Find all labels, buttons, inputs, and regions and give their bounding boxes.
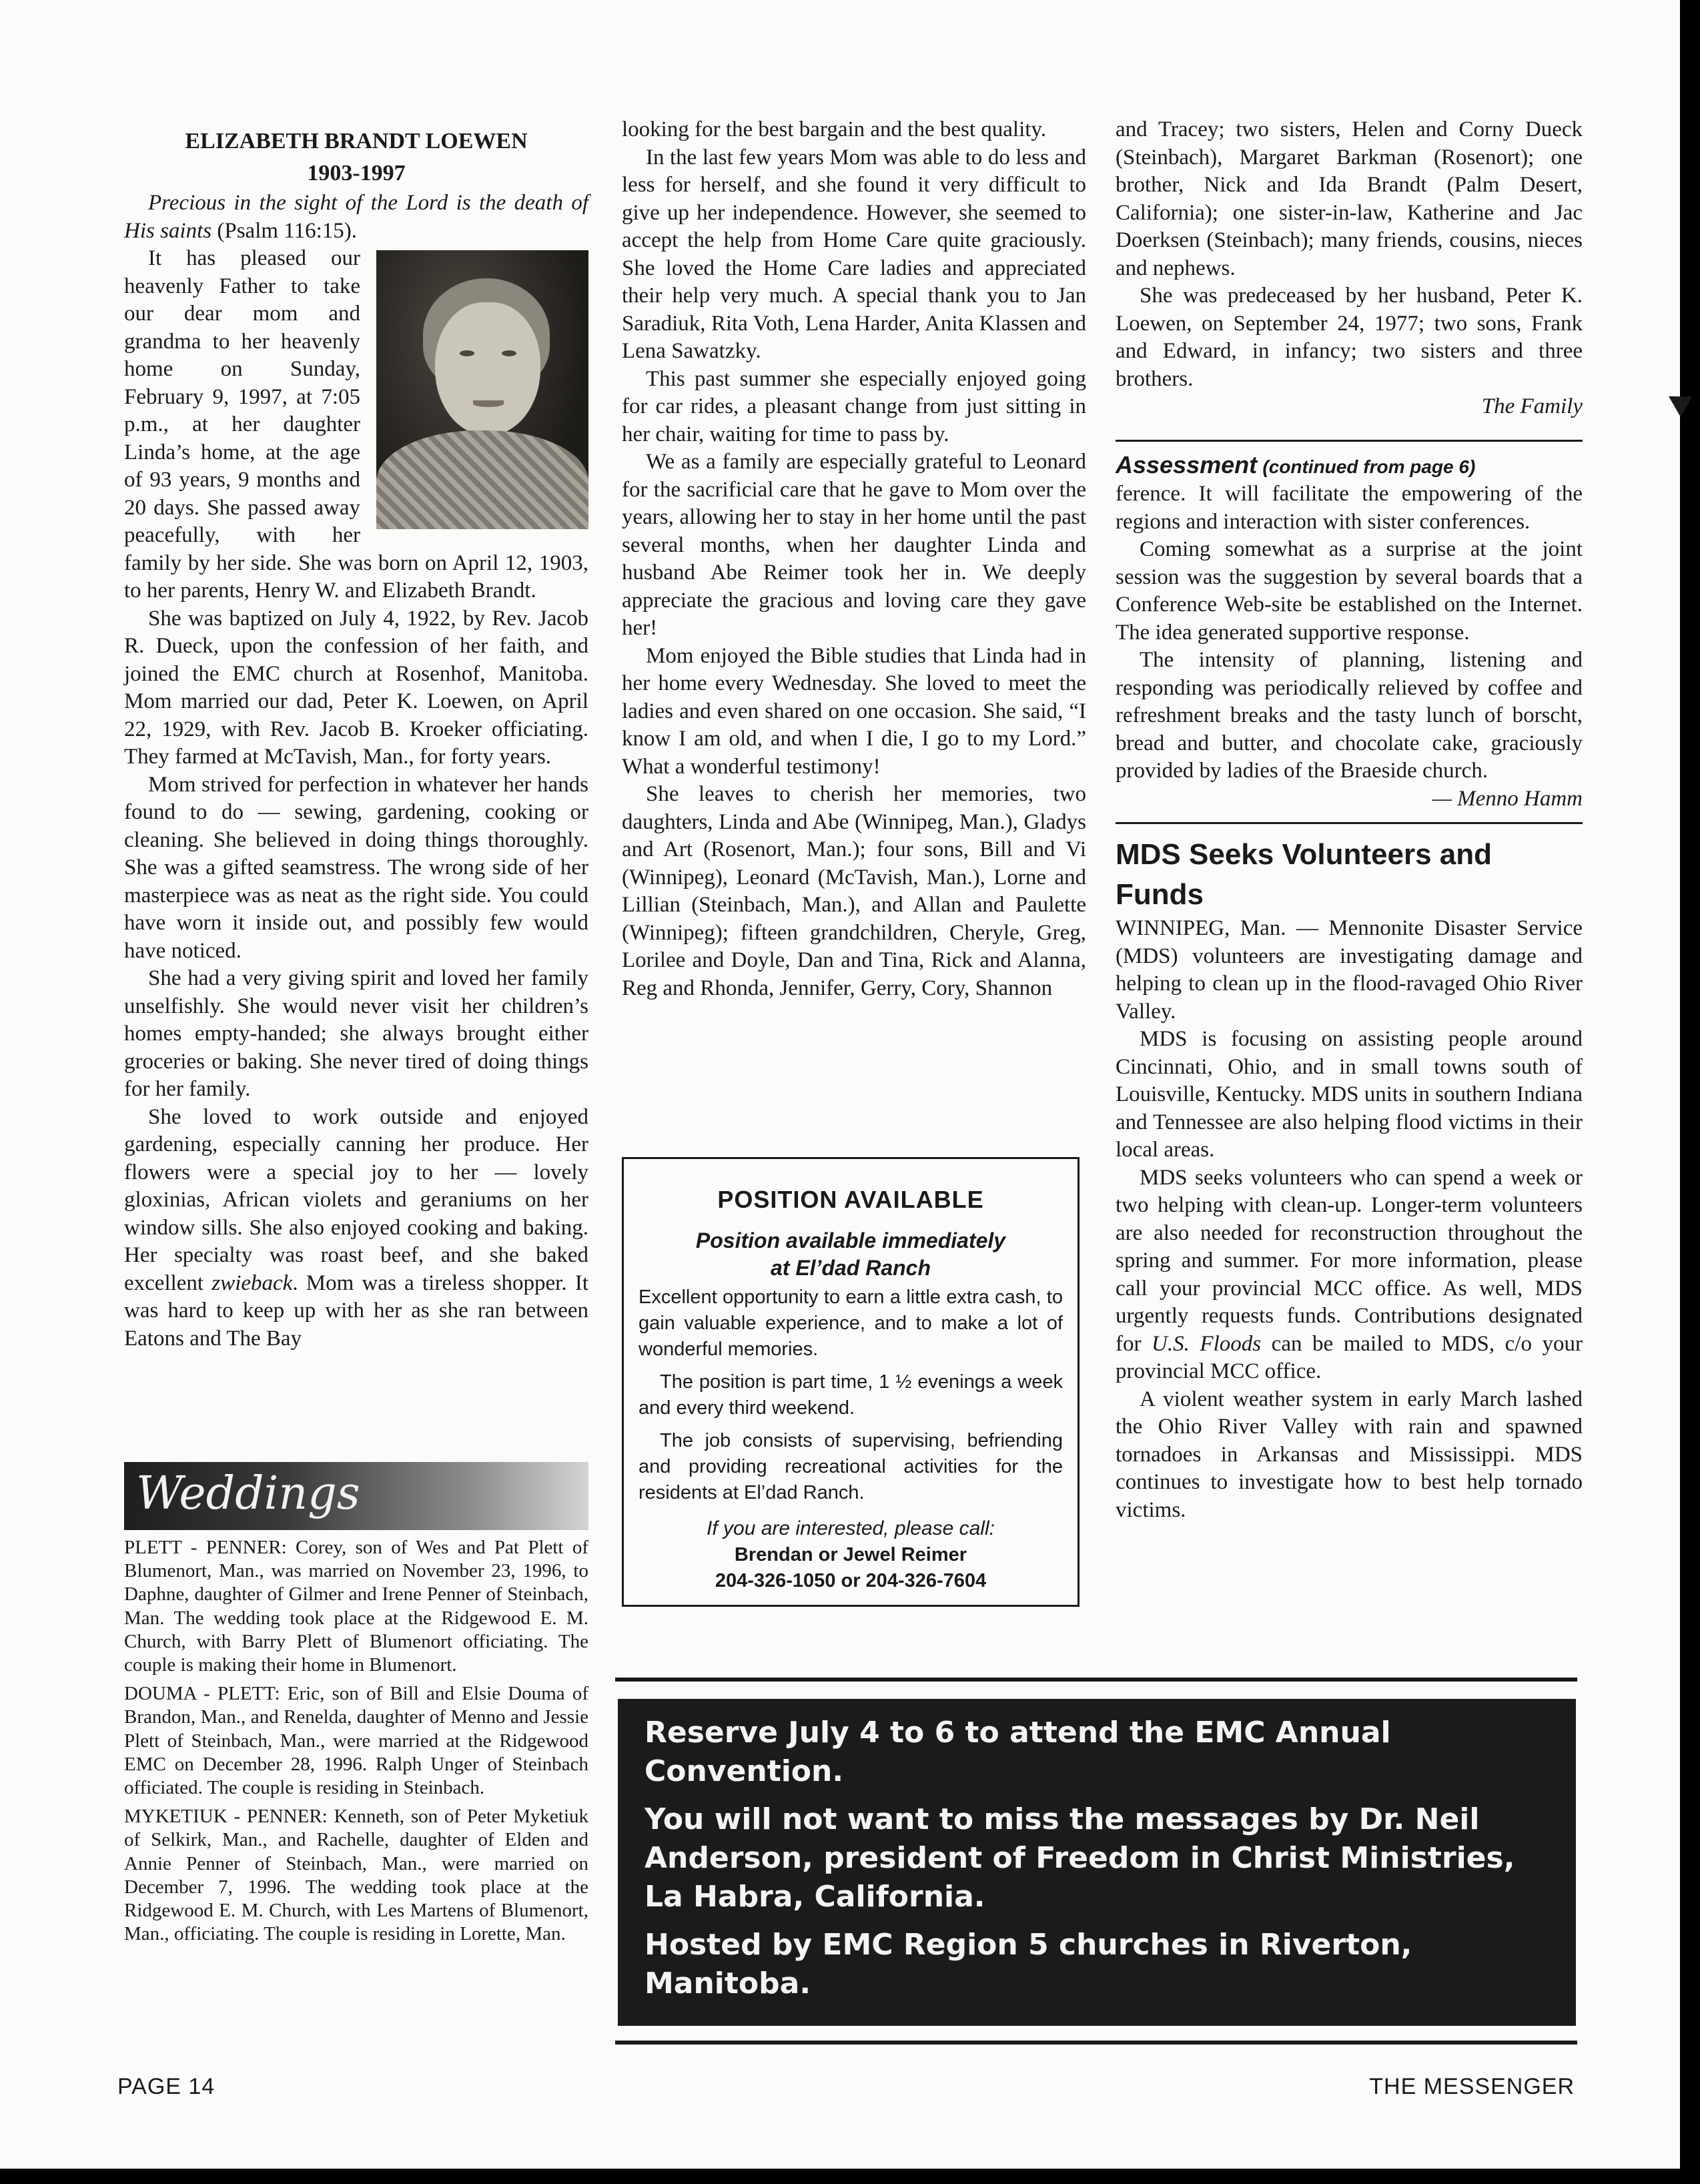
obituary-paragraph: She had a very giving spirit and loved her family unselfishly. She would never visit her children’s homes empty-handed; she always brought either groceries or baking. She never tired of doing things for her family.	[124, 966, 588, 1101]
obituary-paragraph: She loved to work outside and enjoyed gardening, especially canning her produce. Her flowers were a special joy to her — lovely gloxinias, African violets and geraniums on her window sills. She also enjoyed cooking and baking. Her specialty was roast beef, and she baked excellent zwieback. Mom was a tireless shopper. It was hard to keep up with her as she ran between Eatons and The Bay	[124, 1104, 588, 1351]
position-description: Excellent opportunity to earn a little extra cash, to gain valuable experience, and to make a lot of wonderful memories.	[639, 1287, 1063, 1360]
mds-paragraph: MDS seeks volunteers who can spend a week or two helping with clean-up. Longer-term volunteers are also needed for reconstruction throughout the spring and summer. For more information, please call your provincial MCC office. As well, MDS urgently requests funds. Contributions designated for U.S. Floods can be mailed to MDS, c/o your provincial MCC office.	[1116, 1165, 1583, 1383]
assessment-heading: Assessment (continued from page 6)	[1116, 450, 1476, 478]
weddings-list	[124, 1536, 588, 1951]
assessment-paragraph: ference. It will facilitate the empowering of the regions and interaction with sister conferences.	[1116, 482, 1583, 534]
convention-line: You will not want to miss the messages by Dr. Neil Anderson, president of Freedom in Christ Ministries, La Habra, California.	[645, 1802, 1515, 1914]
position-schedule: The position is part time, 1 ½ evenings a week and every third weekend.	[639, 1371, 1063, 1419]
obituary-paragraph: Mom enjoyed the Bible studies that Linda had in her home every Wednesday. She loved to meet the ladies and even shared on one occasion. She said, “I know I am old, and when I die, I go to my Lord.” What a wonderful testimony!	[622, 643, 1086, 779]
obituary-paragraph: Mom strived for perfection in whatever her hands found to do — sewing, gardening, cooking or cleaning. She believed in doing things thoroughly. She was a gifted seamstress. The wrong side of her masterpiece was as neat as the right side. You could have worn it inside out, and possibly few would have noticed.	[124, 772, 588, 963]
position-duties: The job consists of supervising, befriending and providing recreational activities for the residents at El’dad Ranch.	[639, 1430, 1063, 1503]
mds-heading: MDS Seeks Volunteers and Funds	[1116, 838, 1493, 911]
section-divider	[1116, 822, 1583, 824]
obituary-signature: The Family	[1481, 394, 1583, 418]
obituary-paragraph: and Tracey; two sisters, Helen and Corny Dueck (Steinbach), Margaret Barkman (Rosenort); one brother, Nick and Ida Brandt (Palm Desert, California); one sister-in-law, Katherine and Jac Doerksen (Steinbach); many friends, cousins, nieces and nephews.	[1116, 117, 1583, 280]
position-contact-name: Brendan or Jewel Reimer	[734, 1544, 967, 1565]
obituary-paragraph: It has pleased our heavenly Father to take our dear mom and grandma to her heavenly home on Sunday, February 9, 1997, at 7:05 p.m., at her daughter Linda’s home, at the age of 93 years, 9 months and 20 days. She passed away peacefully, with her family by her side. She was born on April 12, 1903, to her parents, Henry W. and Elizabeth Brandt.	[124, 246, 588, 603]
obituary-years: 1903-1997	[307, 161, 406, 186]
obituary-paragraph: She was predeceased by her husband, Peter K. Loewen, on September 24, 1977; two sons, Frank and Edward, in infancy; two sisters and three brothers.	[1116, 284, 1583, 391]
position-subheading: Position available immediately at El’dad Ranch	[695, 1228, 1006, 1280]
convention-top-rule	[615, 1678, 1577, 1682]
obituary-paragraph: She was baptized on July 4, 1922, by Rev. Jacob R. Dueck, upon the confession of her faith, and joined the EMC church at Rosenhof, Manitoba. Mom married our dad, Peter K. Loewen, on April 22, 1929, with Rev. Jacob B. Kroeker officiating. They farmed at McTavish, Man., for forty years.	[124, 606, 588, 769]
obituary-column-1	[124, 125, 588, 1353]
weddings-heading: Weddings	[136, 1467, 360, 1520]
convention-bottom-rule	[615, 2041, 1577, 2045]
wedding-entry: PLETT - PENNER: Corey, son of Wes and Pat Plett of Blumenort, Man., was married on November 23, 1996, to Daphne, daughter of Gilmer and Irene Penner of Steinbach, Man. The wedding took place at the Ridgewood E. M. Church, with Barry Plett of Blumenort officiating. The couple is making their home in Blumenort.	[124, 1537, 588, 1676]
assessment-signature: — Menno Hamm	[1432, 786, 1583, 811]
position-call-text: If you are interested, please call:	[707, 1517, 995, 1539]
convention-line: Hosted by EMC Region 5 churches in Riverton, Manitoba.	[645, 1928, 1412, 2000]
page-turn-arrow-icon	[1669, 386, 1698, 417]
weddings-banner	[124, 1462, 588, 1530]
obituary-name: ELIZABETH BRANDT LOEWEN	[185, 129, 528, 153]
verse-text: Precious in the sight of the Lord is the death of His saints	[124, 191, 588, 243]
publication-name: THE MESSENGER	[1369, 2074, 1575, 2099]
obituary-verse	[124, 190, 588, 245]
obituary-paragraph: We as a family are especially grateful to Leonard for the sacrificial care that he gave to Mom over the years, allowing her to stay in her home until the past several months, when her daughter Linda and husband Abe Reimer took her in. We deeply appreciate the gracious and loving care they gave her!	[622, 450, 1086, 640]
convention-announcement	[618, 1699, 1576, 2026]
verse-reference: (Psalm 116:15).	[211, 218, 357, 243]
section-divider	[1116, 440, 1583, 442]
mds-paragraph: A violent weather system in early March lashed the Ohio River Valley with rain and spawned tornadoes in Arkansas and Mississippi. MDS continues to investigate how to best help tornado victims.	[1116, 1387, 1583, 1522]
convention-line: Reserve July 4 to 6 to attend the EMC Annual Convention.	[645, 1716, 1391, 1788]
position-heading: POSITION AVAILABLE	[717, 1186, 984, 1213]
mds-paragraph: MDS is focusing on assisting people around Cincinnati, Ohio, and in small towns south of Louisville, Kentucky. MDS units in southern Indiana and Tennessee are also helping flood victims in their local areas.	[1116, 1027, 1583, 1162]
position-available-box	[622, 1157, 1080, 1607]
page-number: PAGE 14	[117, 2074, 216, 2099]
portrait-photo	[376, 250, 588, 529]
position-contact-phone: 204-326-1050 or 204-326-7604	[715, 1570, 987, 1591]
obituary-paragraph: In the last few years Mom was able to do less and less for herself, and she found it very difficult to give up her independence. However, she seemed to accept the help from Home Care quite graciously. She loved the Home Care ladies and appreciated their help very much. A special thank you to Jan Saradiuk, Rita Voth, Lena Harder, Anita Klassen and Lena Sawatzky.	[622, 145, 1086, 363]
mds-paragraph: WINNIPEG, Man. — Mennonite Disaster Service (MDS) volunteers are investigating damage and helping to clean up in the flood-ravaged Ohio River Valley.	[1116, 916, 1583, 1024]
obituary-paragraph: This past summer she especially enjoyed going for car rides, a pleasant change from just sitting in her chair, waiting for time to pass by.	[622, 366, 1086, 446]
wedding-entry: DOUMA - PLETT: Eric, son of Bill and Elsie Douma of Brandon, Man., and Renelda, daughter of Menno and Jessie Plett of Steinbach, Man., were married at the Ridgewood EMC on December 28, 1996. Ralph Unger of Steinbach officiated. The couple is residing in Steinbach.	[124, 1683, 588, 1799]
assessment-paragraph: The intensity of planning, listening and responding was periodically relieved by coffee and refreshment breaks and the tasty lunch of borscht, bread and butter, and chocolate cake, graciously provided by ladies of the Braeside church.	[1116, 648, 1583, 783]
obituary-paragraph: looking for the best bargain and the best quality.	[622, 117, 1047, 141]
obituary-column-2	[622, 116, 1086, 1002]
obituary-paragraph: She leaves to cherish her memories, two daughters, Linda and Abe (Winnipeg, Man.), Gladys and Art (Rosenort, Man.); four sons, Bill and Vi (Winnipeg), Leonard (McTavish, Man.), Lorne and Lillian (Steinbach, Man.), and Allan and Paulette (Winnipeg); fifteen grandchildren, Cheryle, Greg, Lorilee and Doyle, Dan and Tina, Rick and Alanna, Reg and Rhonda, Jennifer, Gerry, Cory, Shannon	[622, 782, 1086, 1000]
assessment-paragraph: Coming somewhat as a surprise at the joint session was the suggestion by several boards that a Conference Web-site be established on the Internet. The idea generated supportive response.	[1116, 537, 1583, 645]
wedding-entry: MYKETIUK - PENNER: Kenneth, son of Peter Myketiuk of Selkirk, Man., and Rachelle, daughter of Elden and Annie Penner of Steinbach, Man., were married on December 7, 1996. The wedding took place at the Ridgewood E. M. Church, with Les Martens of Blumenort, Man., officiating. The couple is residing in Lorette, Man.	[124, 1806, 588, 1945]
column-3	[1116, 116, 1583, 1524]
